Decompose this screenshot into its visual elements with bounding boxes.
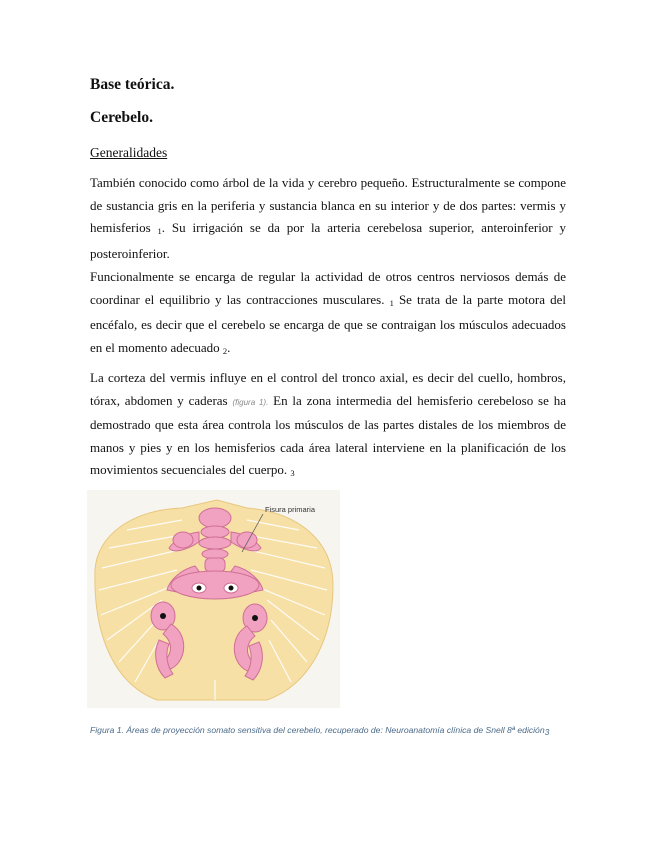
heading-cerebelo: Cerebelo. bbox=[90, 109, 153, 126]
paragraph-2 bbox=[90, 266, 566, 362]
paragraph-3-text: La corteza del vermis influye en el control del tronco axial, es decir del cuello, hombros, tórax, abdomen y caderas bbox=[90, 370, 566, 408]
citation-ref: 3 bbox=[544, 727, 550, 737]
figure-caption bbox=[90, 721, 580, 741]
paragraph-2-text-3: . bbox=[227, 339, 231, 355]
paragraph-1-text-2: . Su irrigación se da por la arteria cerebelosa superior, anteroinferior y posteroinferior. bbox=[90, 220, 567, 261]
paragraph-3-text-2: En la zona intermedia del hemisferio cerebeloso se ha demostrado que esta área controla los músculos de las partes distales de los miembros de manos y pies y en los hemisferios cada área lateral interviene en la planificación de los movimientos secuenciales del cuerpo. bbox=[90, 392, 566, 477]
citation-ref: 2 bbox=[222, 345, 228, 356]
cerebellum-figure bbox=[87, 490, 340, 708]
citation-ref: 1 bbox=[157, 226, 162, 236]
paragraph-1 bbox=[90, 172, 566, 265]
figure-reference: (figura 1). bbox=[232, 397, 269, 407]
subheading-generalidades: Generalidades bbox=[90, 145, 168, 160]
heading-base-teorica: Base teórica. bbox=[90, 76, 175, 93]
citation-ref: 1 bbox=[389, 297, 394, 308]
paragraph-1-text: También conocido como árbol de la vida y cerebro pequeño. Estructuralmente se compone de sustancia gris en la periferia y sustancia blanca en su interior y de dos partes: vermis y hemisferios bbox=[90, 175, 566, 235]
citation-ref: 3 bbox=[290, 468, 295, 478]
paragraph-2-text-2: Se trata de la parte motora del encéfalo, es decir que el cerebelo se encarga de que se contraigan los músculos adecuados en el momento adecuado bbox=[90, 291, 566, 355]
fissure-label: Fisura primaria bbox=[265, 505, 316, 514]
paragraph-3 bbox=[90, 367, 566, 485]
cerebellum-somatotopic-map bbox=[87, 490, 340, 708]
paragraph-2-text: Funcionalmente se encarga de regular la actividad de otros centros nerviosos demás de coordinar el equilibrio y las contracciones musculares. bbox=[90, 269, 566, 307]
figure-caption-text: Figura 1. Áreas de proyección somato sensitiva del cerebelo, recuperado de: Neuroanatomía clínica de Snell 8ª edición bbox=[90, 725, 545, 735]
